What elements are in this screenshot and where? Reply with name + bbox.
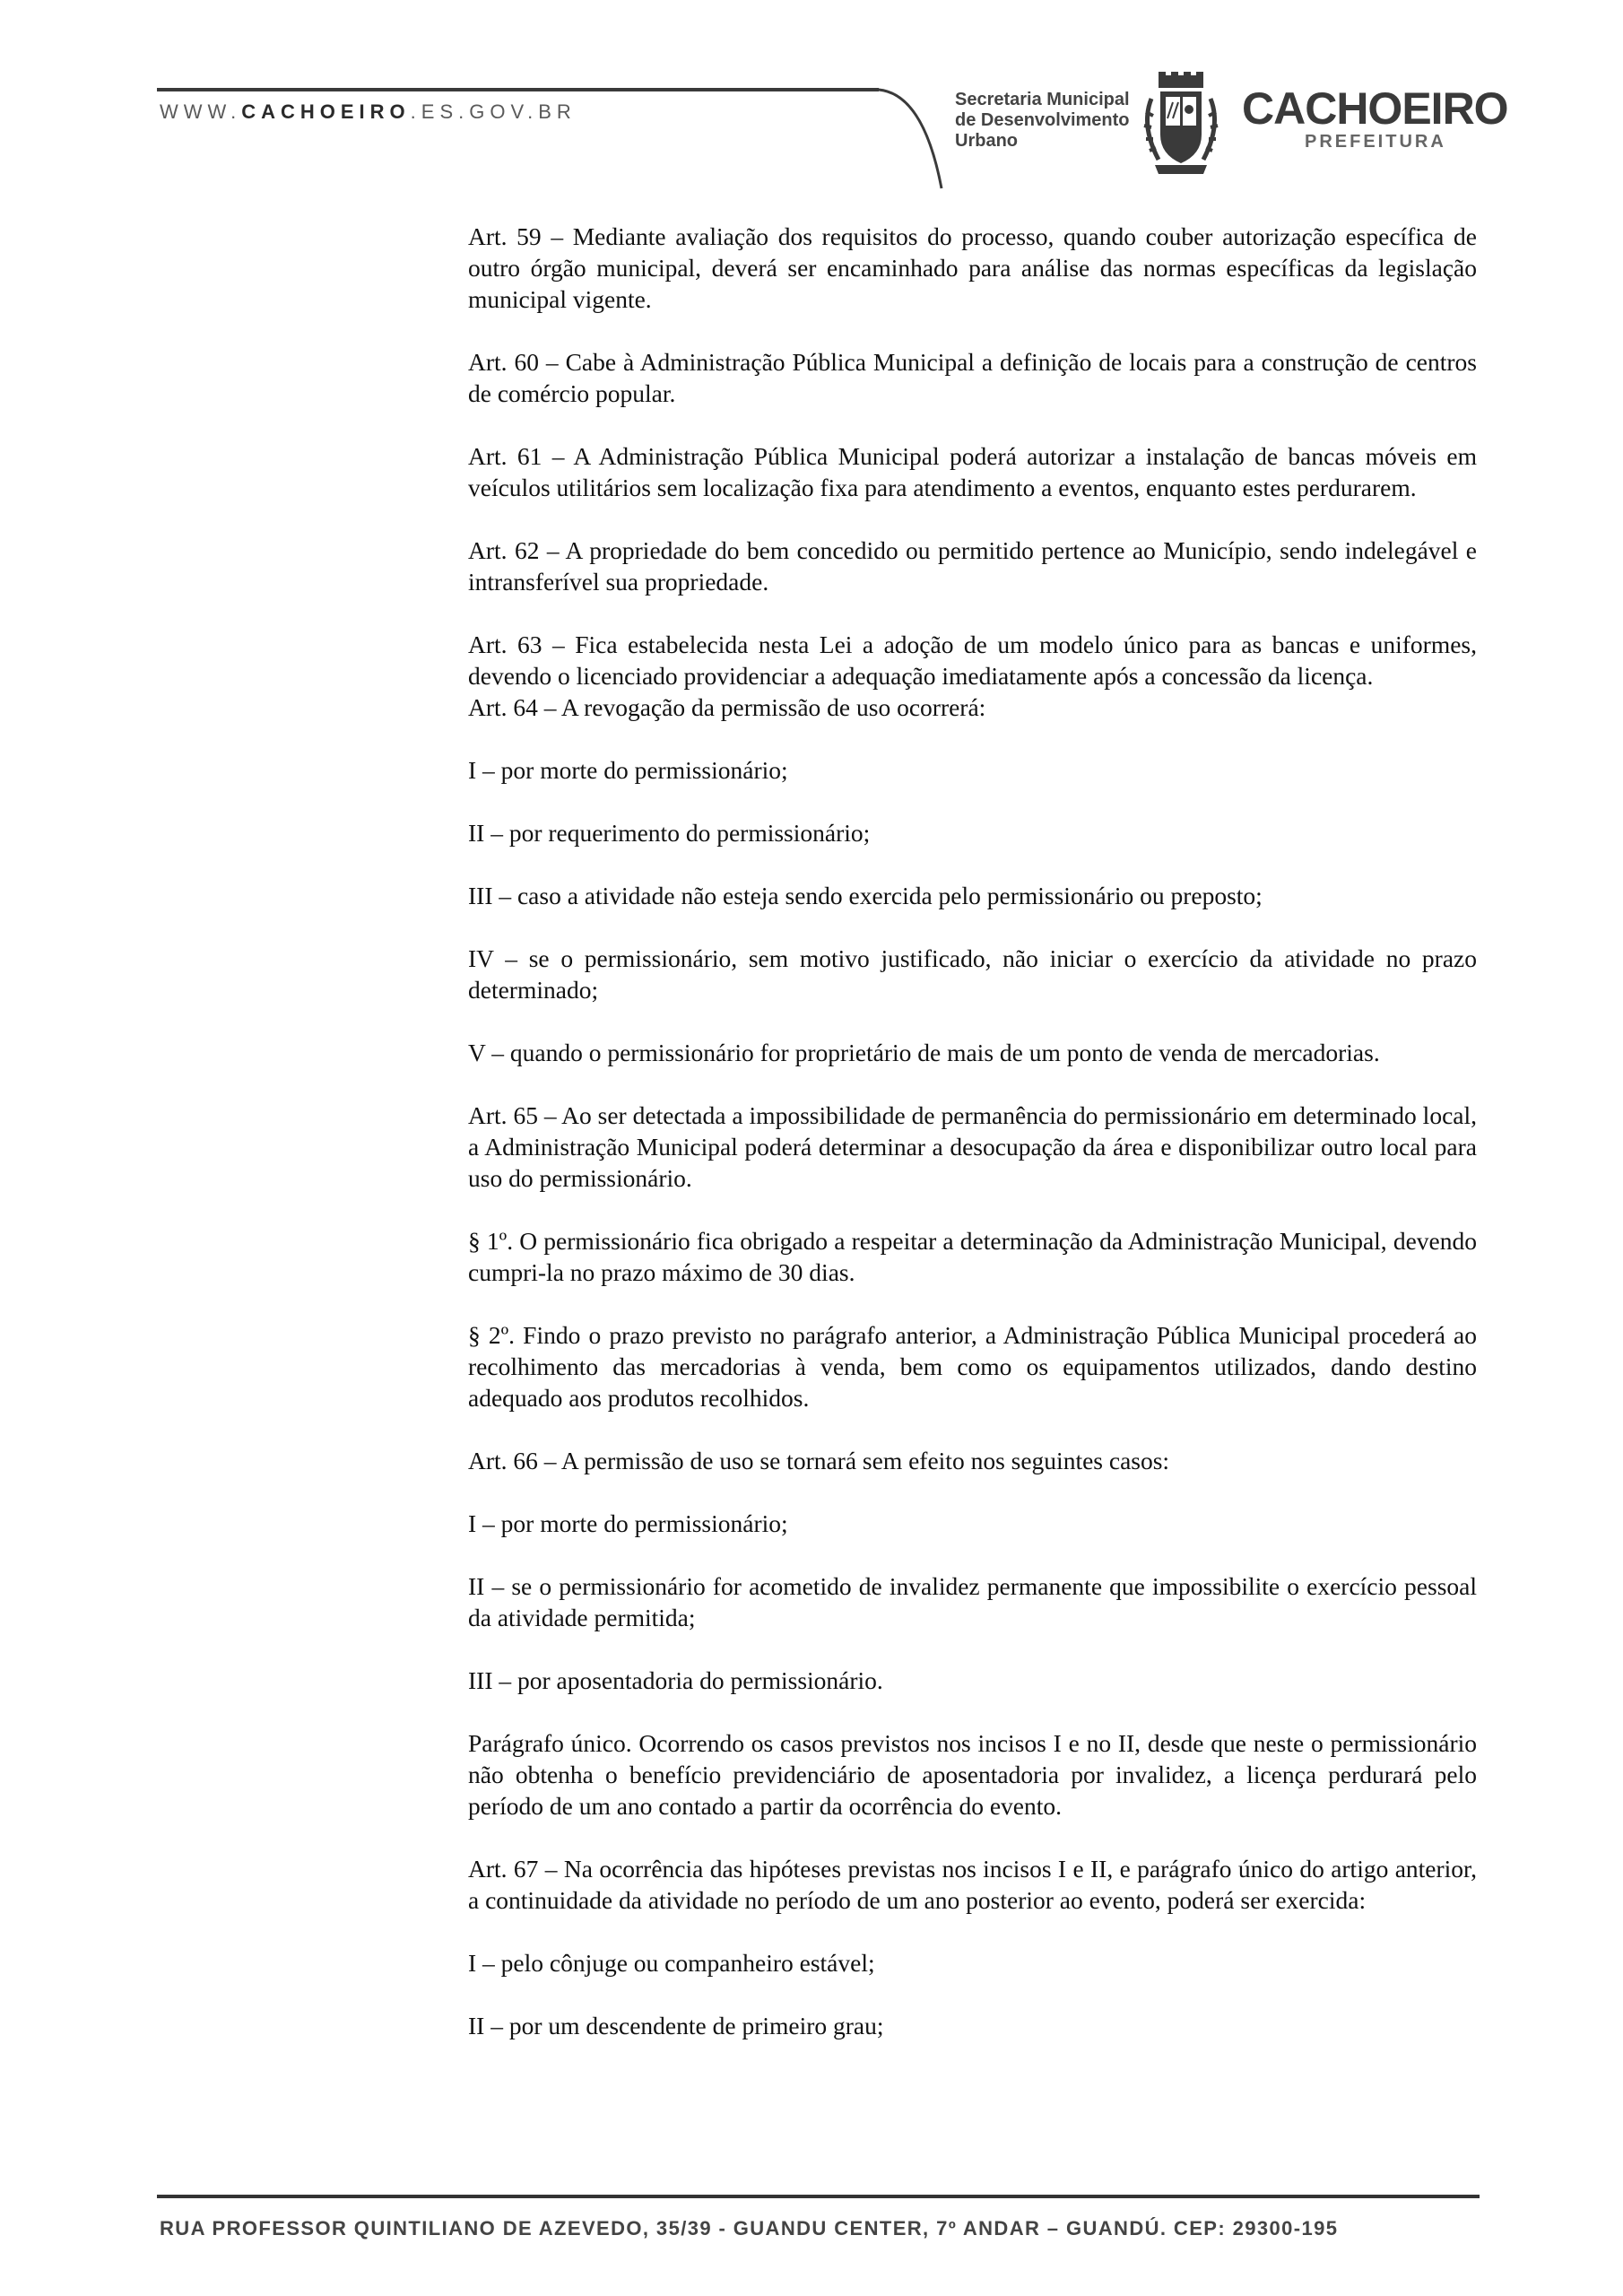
- list-item: V – quando o permissionário for proprietário de mais de um ponto de venda de mercadorias.: [468, 1039, 1380, 1066]
- paragraph-art-62: Art. 62 – A propriedade do bem concedido ou permitido pertence ao Município, sendo indelegável e intransferível sua propriedade.: [468, 536, 1477, 596]
- list-item: II – se o permissionário for acometido de invalidez permanente que impossibilite o exercício pessoal da atividade permitida;: [468, 1572, 1477, 1631]
- paragraph-sole: Parágrafo único. Ocorrendo os casos previstos nos incisos I e no II, desde que neste o permissionário não obtenha o benefício previdenciário de aposentadoria por invalidez, a licença perdurará pelo período de um ano contado a partir da ocorrência do evento.: [468, 1729, 1477, 1820]
- coat-of-arms-icon: [1132, 72, 1230, 179]
- paragraph-art-61: Art. 61 – A Administração Pública Municipal poderá autorizar a instalação de bancas móveis em veículos utilitários sem localização fixa para atendimento a eventos, enquanto estes perdurarem.: [468, 442, 1477, 501]
- paragraph-section-2: § 2º. Findo o prazo previsto no parágrafo anterior, a Administração Pública Municipal procederá ao recolhimento das mercadorias à venda, bem como os equipamentos utilizados, dando destino adequado aos produtos recolhidos.: [468, 1321, 1477, 1412]
- paragraph-art-66: Art. 66 – A permissão de uso se tornará sem efeito nos seguintes casos:: [468, 1447, 1170, 1474]
- list-item: I – pelo cônjuge ou companheiro estável;: [468, 1949, 875, 1977]
- list-item: III – caso a atividade não esteja sendo exercida pelo permissionário ou preposto;: [468, 882, 1263, 909]
- paragraph-art-59: Art. 59 – Mediante avaliação dos requisitos do processo, quando couber autorização específica de outro órgão municipal, deverá ser encaminhado para análise das normas específicas da legislação municipal vigente.: [468, 222, 1477, 313]
- list-item: IV – se o permissionário, sem motivo justificado, não iniciar o exercício da atividade no prazo determinado;: [468, 944, 1477, 1004]
- paragraph-art-64: Art. 64 – A revogação da permissão de uso ocorrerá:: [468, 693, 986, 721]
- paragraph-section-1: § 1º. O permissionário fica obrigado a respeitar a determinação da Administração Municipal, devendo cumpri-la no prazo máximo de 30 dias.: [468, 1227, 1477, 1286]
- list-item: I – por morte do permissionário;: [468, 756, 788, 784]
- page-header: [0, 0, 1623, 193]
- paragraph-art-65: Art. 65 – Ao ser detectada a impossibilidade de permanência do permissionário em determinado local, a Administração Municipal poderá determinar a desocupação da área e disponibilizar outro local para uso do permissionário.: [468, 1101, 1477, 1192]
- paragraph-art-67: Art. 67 – Na ocorrência das hipóteses previstas nos incisos I e II, e parágrafo único do artigo anterior, a continuidade da atividade no período de um ano posterior ao evento, poderá ser exercida:: [468, 1855, 1477, 1914]
- paragraph-art-63: Art. 63 – Fica estabelecida nesta Lei a adoção de um modelo único para as bancas e uniformes, devendo o licenciado providenciar a adequação imediatamente após a concessão da licença.: [468, 631, 1477, 690]
- footer-address: RUA PROFESSOR QUINTILIANO DE AZEVEDO, 35/39 - GUANDU CENTER, 7º ANDAR – GUANDÚ. CEP: 29300-195: [160, 2217, 1339, 2239]
- list-item: II – por um descendente de primeiro grau;: [468, 2012, 884, 2039]
- list-item: II – por requerimento do permissionário;: [468, 819, 871, 847]
- brand-logo: CACHOEIRO PREFEITURA: [1242, 83, 1508, 152]
- header-curve-decoration: [861, 85, 959, 193]
- document-body: [468, 221, 1477, 2073]
- department-name: Secretaria Municipal de Desenvolvimento Urbano: [955, 90, 1130, 151]
- header-rule: [157, 88, 879, 91]
- list-item: III – por aposentadoria do permissionário.: [468, 1666, 883, 1694]
- site-url: WWW.CACHOEIRO.ES.GOV.BR: [160, 100, 577, 123]
- paragraph-art-60: Art. 60 – Cabe à Administração Pública Municipal a definição de locais para a construção de centros de comércio popular.: [468, 348, 1477, 407]
- footer-rule: [157, 2195, 1480, 2198]
- list-item: I – por morte do permissionário;: [468, 1509, 788, 1537]
